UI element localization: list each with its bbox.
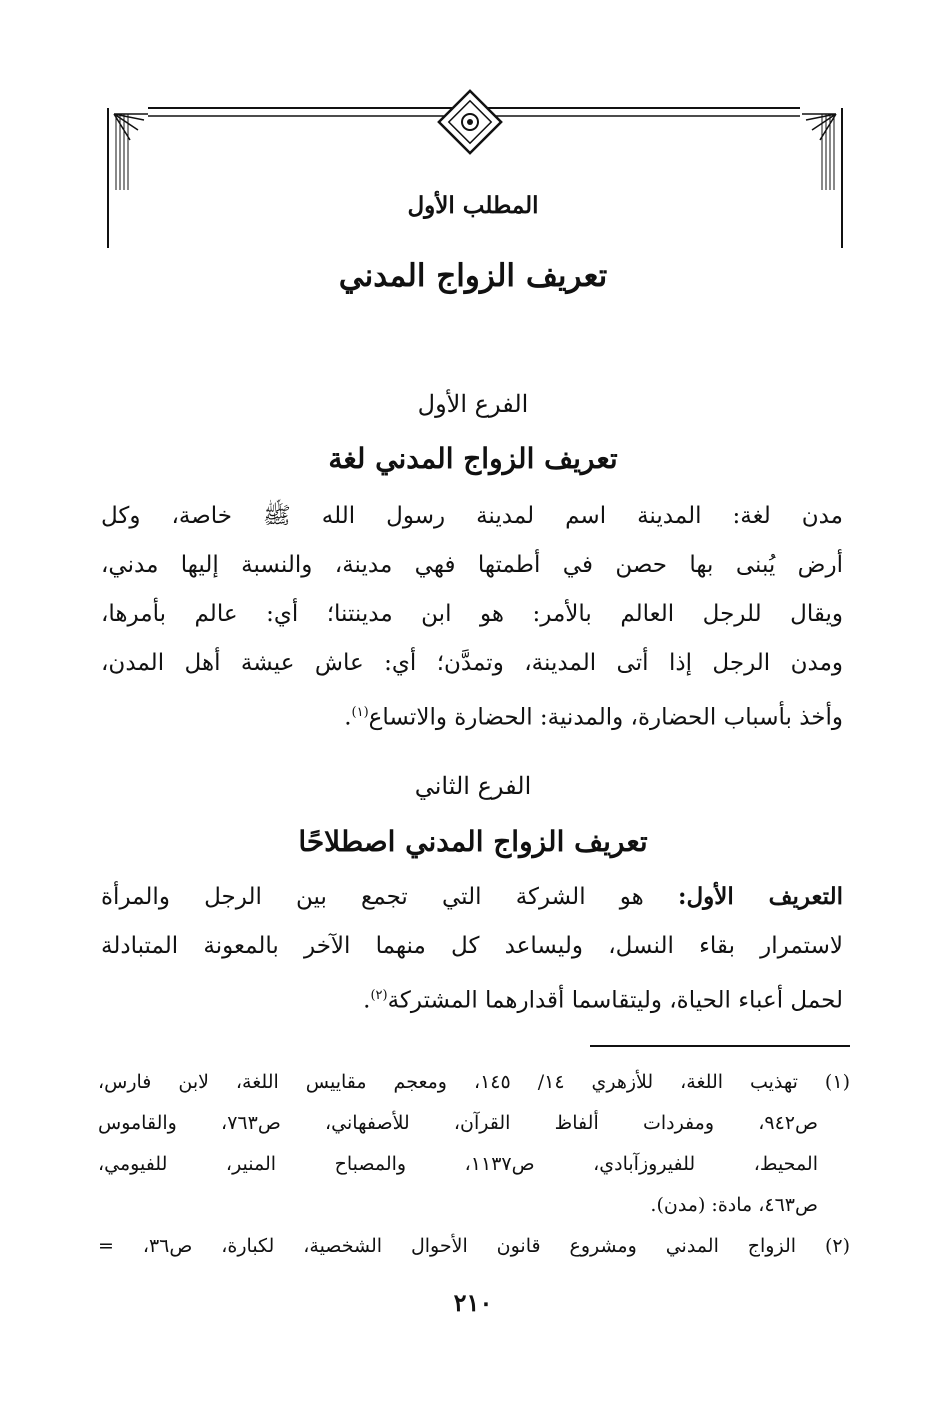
paragraph-line: مدن لغة: المدينة اسم لمدينة رسول الله ﷺ خاصة، وكل bbox=[101, 503, 843, 529]
footnote-ref: (٢) bbox=[370, 988, 388, 1003]
paragraph-line bbox=[101, 872, 843, 922]
paragraph-line: ومدن الرجل إذا أتى المدينة، وتمدَّن؛ أي: عاش عيشة أهل المدن، bbox=[101, 650, 843, 676]
paragraph-line-text: وأخذ بأسباب الحضارة، والمدنية: الحضارة والاتساع bbox=[368, 704, 843, 731]
page-number: ٢١٠ bbox=[453, 1288, 493, 1317]
paragraph-line: أرض يُبنى بها حصن في أطمتها فهي مدينة، والنسبة إليها مدني، bbox=[101, 552, 843, 578]
footnote-ref: (١) bbox=[351, 705, 369, 720]
paragraph-line: ويقال للرجل العالم بالأمر: هو ابن مدينتنا؛ أي: عالم بأمرها، bbox=[101, 601, 843, 627]
footnote-line: المحيط، للفيروزآبادي، ص١١٣٧، والمصباح المنير، للفيومي، bbox=[98, 1153, 818, 1175]
section-label: المطلب الأول bbox=[407, 192, 539, 219]
paragraph-line-text: لحمل أعباء الحياة، وليتقاسما أقدارهما المشتركة bbox=[387, 987, 843, 1014]
branch1-title: تعريف الزواج المدني لغة bbox=[328, 442, 618, 475]
paragraph-line: لاستمرار بقاء النسل، وليساعد كل منهما الآخر بالمعونة المتبادلة bbox=[101, 933, 843, 959]
definition-label: التعريف الأول: bbox=[677, 883, 843, 910]
branch1-label: الفرع الأول bbox=[417, 390, 529, 418]
footnote-line: ص٤٦٣، مادة: (مدن). bbox=[650, 1194, 818, 1216]
footnote-2 bbox=[98, 1226, 850, 1267]
paragraph-end: . bbox=[344, 704, 352, 731]
paragraph-line bbox=[101, 971, 843, 1026]
page-title: تعريف الزواج المدني bbox=[338, 258, 608, 294]
branch1-paragraph bbox=[101, 492, 843, 743]
branch2-paragraph bbox=[101, 872, 843, 1026]
branch2-title: تعريف الزواج المدني اصطلاحًا bbox=[298, 825, 648, 858]
branch2-label: الفرع الثاني bbox=[414, 772, 532, 800]
footnote-line: (١) تهذيب اللغة، للأزهري ١٤/ ١٤٥، ومعجم مقاييس اللغة، لابن فارس، bbox=[98, 1071, 850, 1093]
footnote-line: ص٩٤٢، ومفردات ألفاظ القرآن، للأصفهاني، ص٧٦٣، والقاموس bbox=[98, 1112, 818, 1134]
footnote-1 bbox=[98, 1062, 850, 1226]
paragraph-end: . bbox=[363, 987, 371, 1014]
paragraph-line-text: هو الشركة التي تجمع بين الرجل والمرأة bbox=[101, 884, 644, 910]
footnote-separator bbox=[590, 1045, 850, 1047]
paragraph-line bbox=[101, 688, 843, 743]
footnotes bbox=[98, 1062, 850, 1267]
ornamental-header-frame bbox=[100, 80, 850, 260]
footnote-line: (٢) الزواج المدني ومشروع قانون الأحوال الشخصية، لكبارة، ص٣٦، = bbox=[98, 1235, 850, 1257]
